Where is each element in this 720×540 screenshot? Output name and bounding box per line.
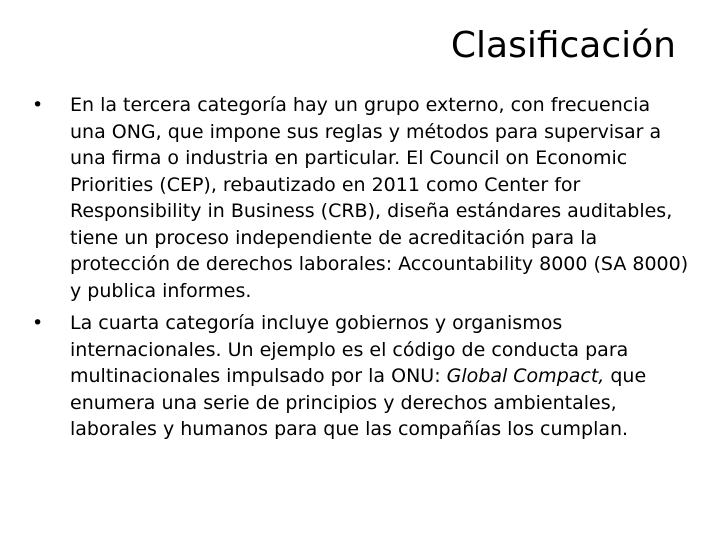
- bullet-text-start: La cuarta categoría incluye gobiernos y organismos internacionales. Un ejemplo es el código de conducta para multinacionales impulsado por la ONU:: [70, 312, 629, 387]
- bullet-list: [30, 92, 690, 449]
- bullet-text: En la tercera categoría hay un grupo externo, con frecuencia una ONG, que impone sus reglas y métodos para supervisar a una firma o industria en particular. El Council on Economic Priorities (CEP), rebautizado en 2011 como Center for Responsibility in Business (CRB), diseña estándares auditables, tiene un proceso independiente de acreditación para la protección de derechos laborales: Accountability 8000 (SA 8000) y publica informes.: [70, 94, 689, 302]
- global-compact-italic: Global Compact,: [446, 365, 605, 387]
- slide-title: Clasificación: [450, 25, 676, 66]
- bullet-text: [70, 312, 646, 440]
- bullet-icon: •: [32, 94, 44, 116]
- bullet-text-end: que enumera una serie de principios y derechos ambientales, laborales y humanos para que las compañías los cumplan.: [70, 365, 647, 440]
- bullet-item-third-category: [30, 92, 690, 304]
- bullet-item-fourth-category: [30, 310, 690, 443]
- bullet-icon: •: [32, 312, 44, 334]
